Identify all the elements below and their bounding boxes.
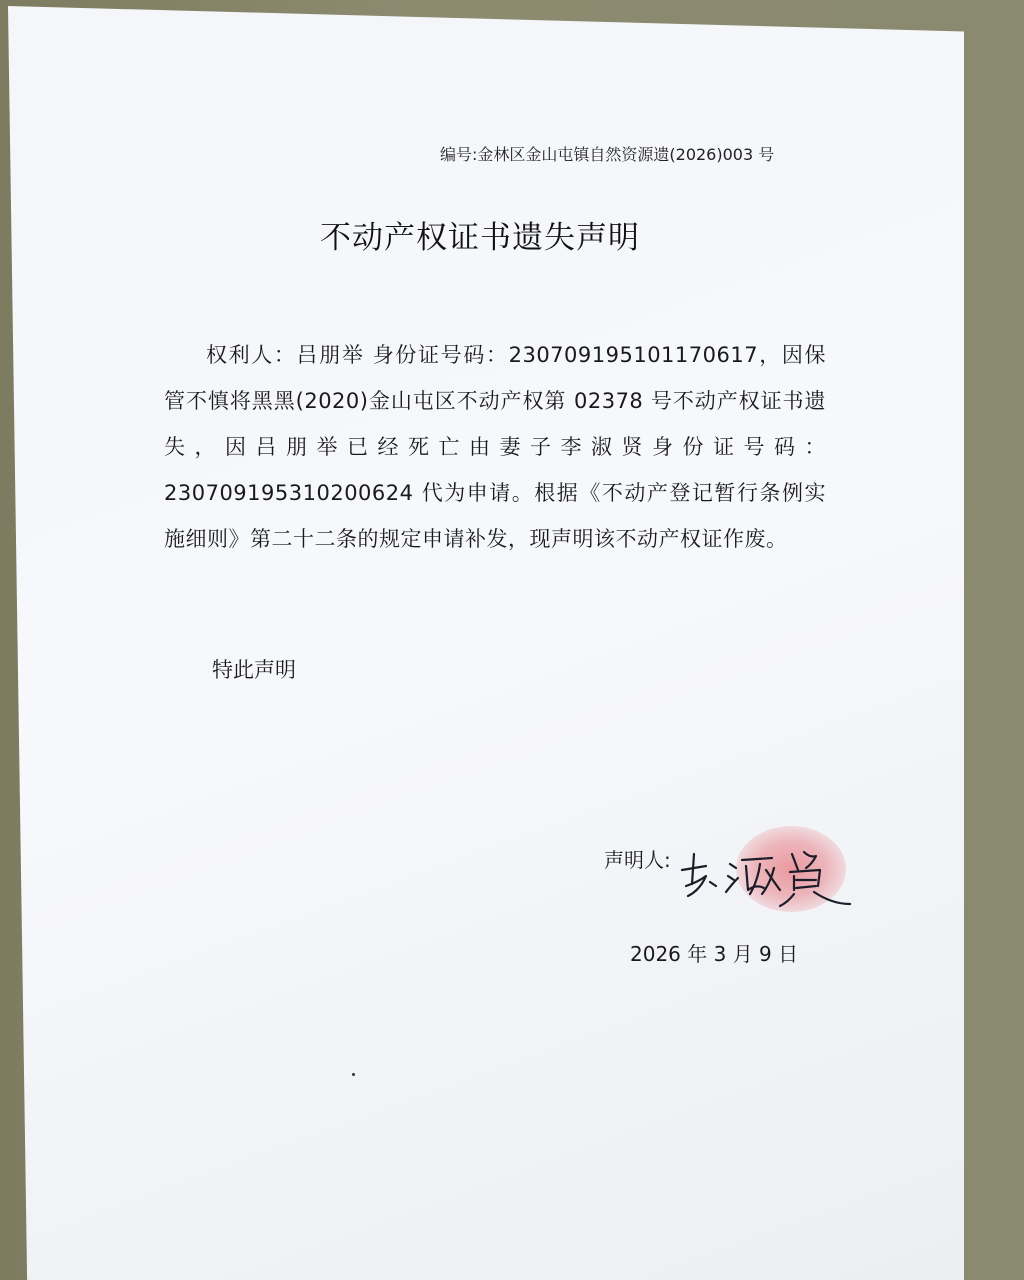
paper-sheet [8,6,964,1280]
handwritten-signature [676,824,862,920]
declarant-label: 声明人: [604,848,671,872]
document-title: 不动产权证书遗失声明 [320,220,640,256]
declaration-date: 2026 年 3 月 9 日 [630,942,799,966]
closing-statement: 特此声明 [212,658,296,682]
reference-number: 编号:金林区金山屯镇自然资源遗(2026)003 号 [440,145,775,164]
paper-speck [352,1073,355,1076]
declaration-body: 权利人：吕朋举 身份证号码：230709195101170617，因保管不慎将黑黑(2020)金山屯区不动产权第 02378 号不动产权证书遗失，因吕朋举已经死亡由妻子李淑贤身份证号码：230709195310200624 代为申请。根据《不动产登记暂行条例实施细则》第二十二条的规定申请补发，现声明该不动产权证作废。 [164,343,826,551]
